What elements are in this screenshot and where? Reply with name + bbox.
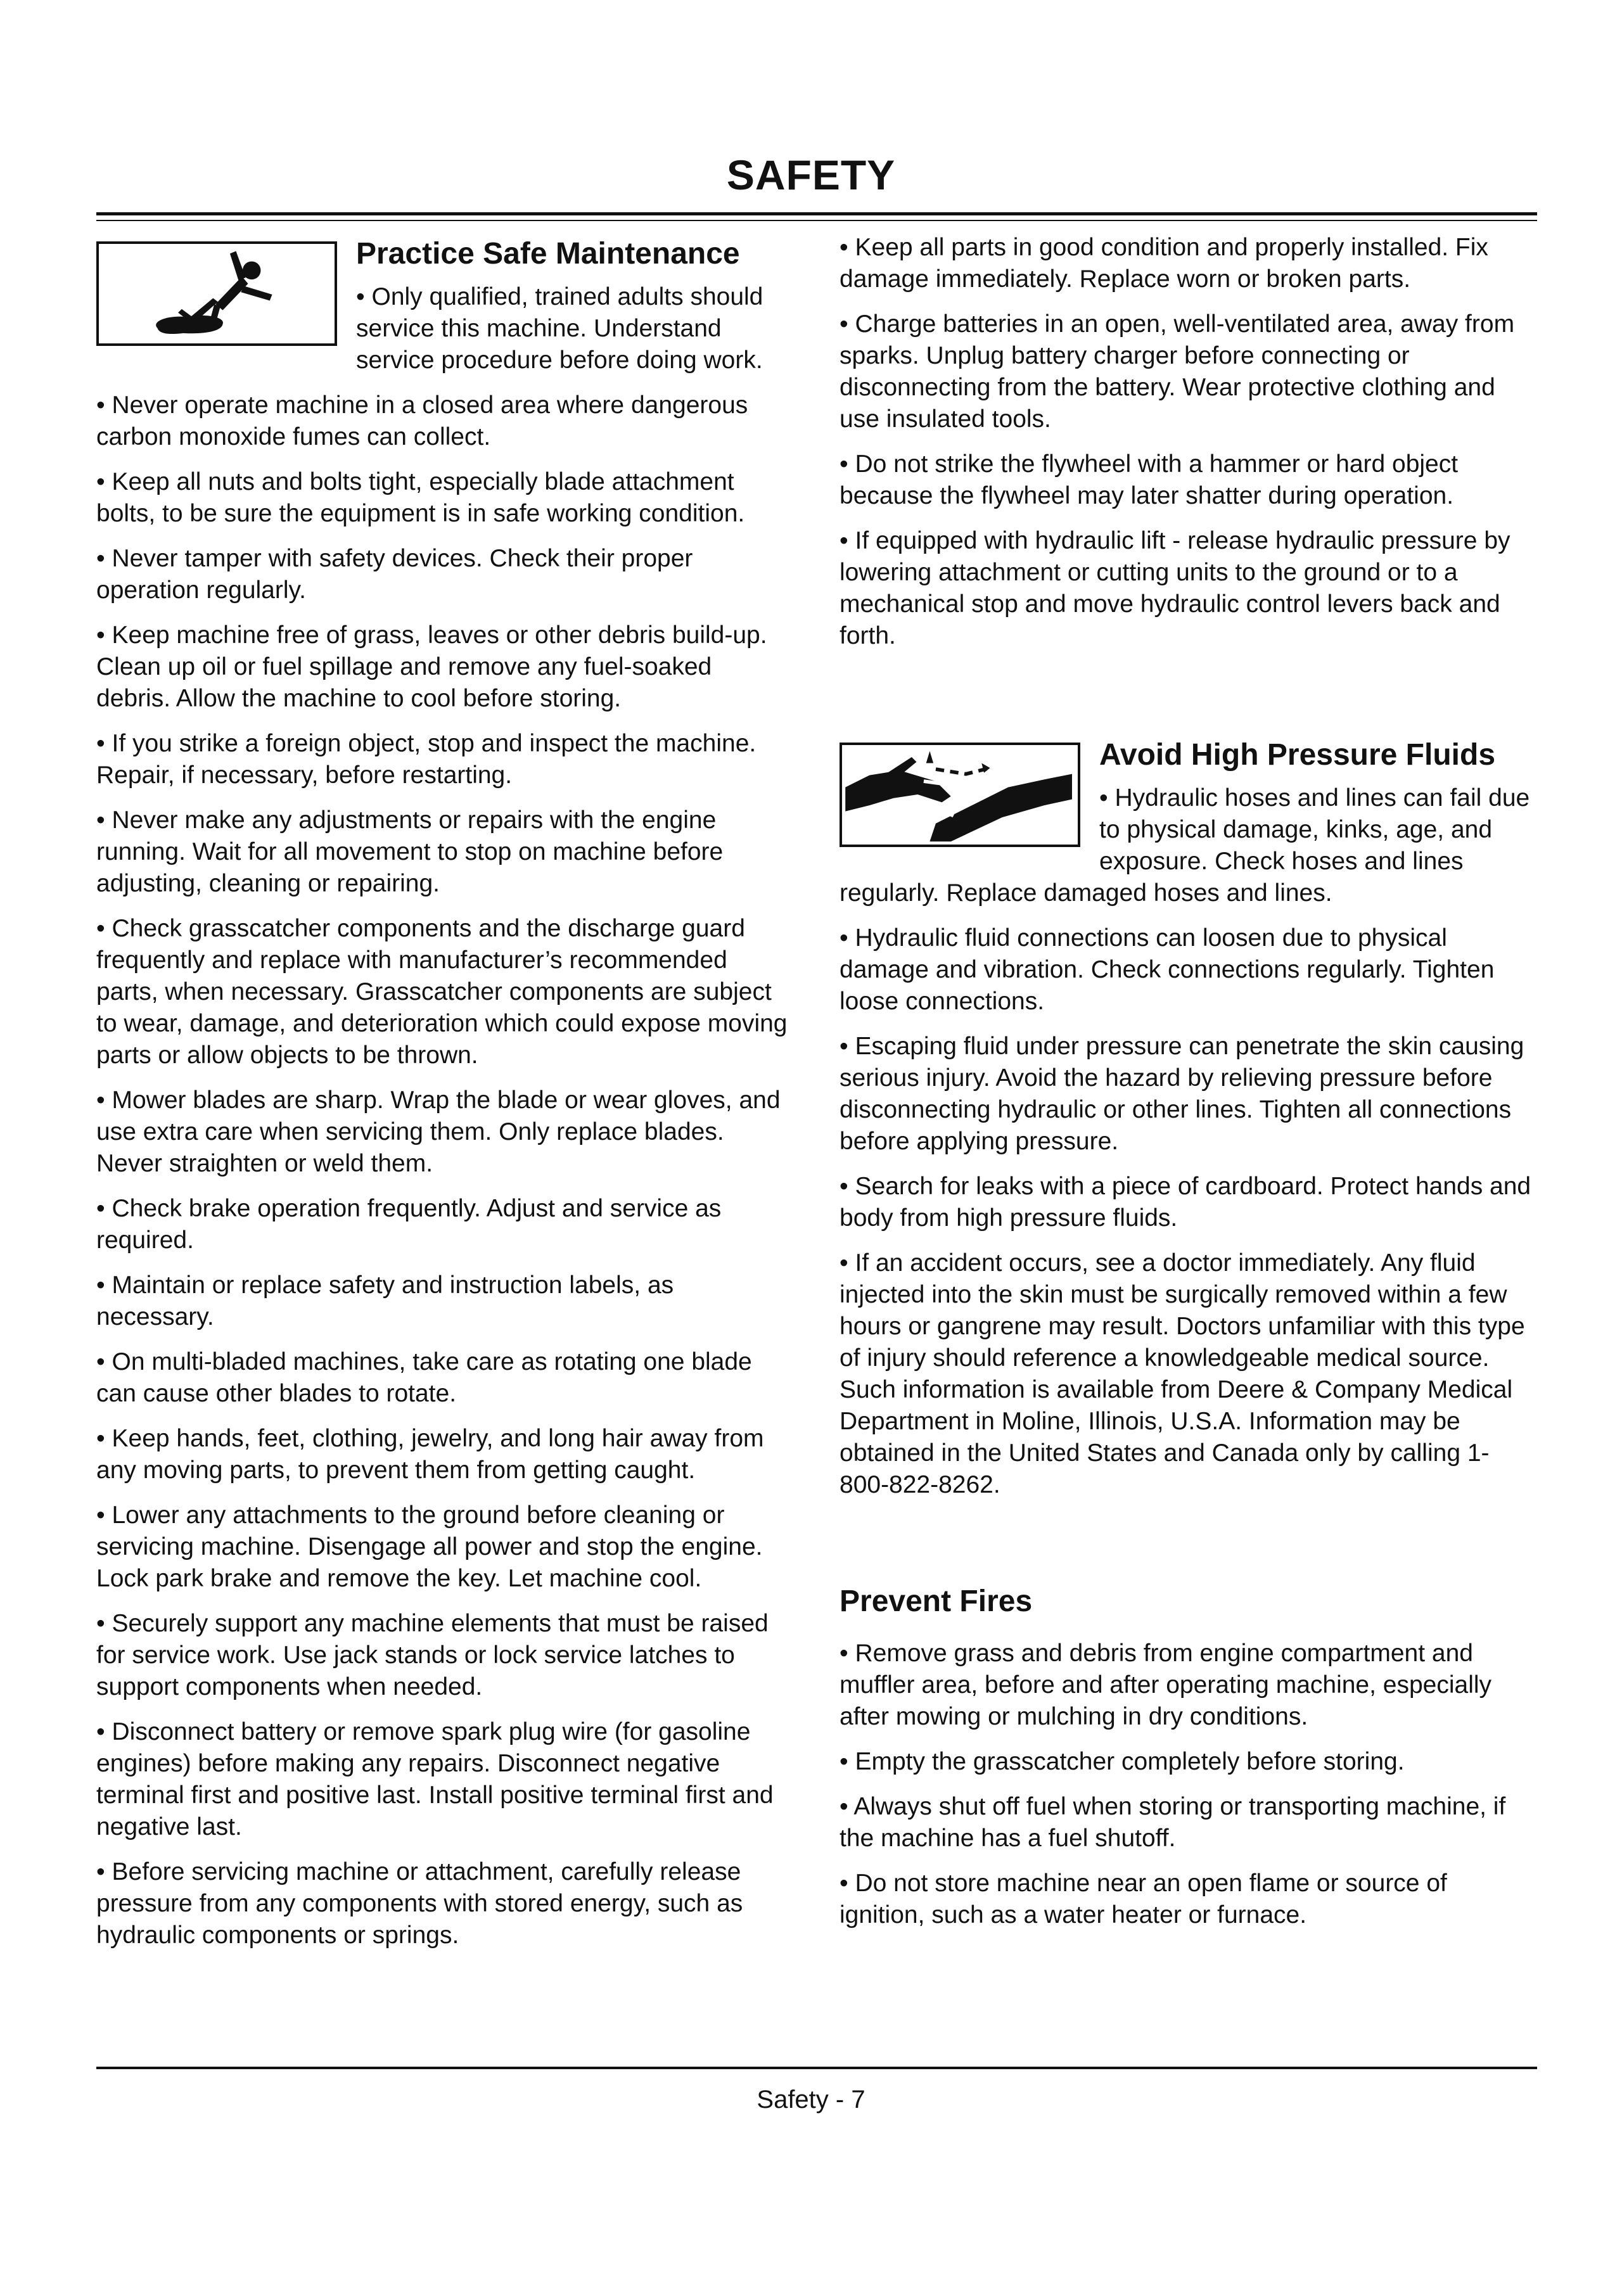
page-footer: Safety - 7: [757, 2086, 865, 2114]
fires-item: • Remove grass and debris from engine compartment and muffler area, before and after operating machine, especially after mowing or mulching in dry conditions.: [840, 1640, 1492, 1730]
high-pressure-fluid-injection-hand-icon: [840, 743, 1080, 847]
maintenance-item: • Keep all parts in good condition and properly installed. Fix damage immediately. Replace worn or broken parts.: [840, 234, 1488, 293]
maintenance-item: • Keep all nuts and bolts tight, especially blade attachment bolts, to be sure the equipment is in safe working condition.: [96, 468, 745, 527]
fluids-item: • Hydraulic hoses and lines can fail due to physical damage, kinks, age, and exposure. Check hoses and lines regularly. Replace damaged hoses and lines.: [840, 784, 1530, 907]
maintenance-item: • Mower blades are sharp. Wrap the blade or wear gloves, and use extra care when servicing them. Only replace blades. Never straighten or weld them.: [96, 1087, 781, 1177]
maintenance-heading: Practice Safe Maintenance: [356, 237, 740, 271]
maintenance-item: • Never make any adjustments or repairs with the engine running. Wait for all movement to stop on machine before adjusting, cleaning or repairing.: [96, 807, 724, 897]
fluids-heading: Avoid High Pressure Fluids: [1099, 738, 1496, 772]
fluids-item: • Search for leaks with a piece of cardboard. Protect hands and body from high pressure fluids.: [840, 1173, 1531, 1232]
title-rule-thick: [96, 212, 1537, 215]
maintenance-item: • Check grasscatcher components and the discharge guard frequently and replace with manufacturer’s recommended parts, when necessary. Grasscatcher components are subject to wear, damage, and deterioration which could expose moving parts or allow objects to be thrown.: [96, 915, 788, 1069]
title-rule-thin: [96, 220, 1537, 221]
fluids-item: • If an accident occurs, see a doctor immediately. Any fluid injected into the skin must be surgically removed within a few hours or gangrene may result. Doctors unfamiliar with this type of injury should reference a knowledgeable medical source. Such information is available from Deere & Company Medical Department in Moline, Illinois, U.S.A. Information may be obtained in the United States and Canada only by calling 1-800-822-8262.: [840, 1249, 1525, 1498]
maintenance-item: • Keep machine free of grass, leaves or other debris build-up. Clean up oil or fuel spillage and remove any fuel-soaked debris. Allow the machine to cool before storing.: [96, 622, 767, 712]
footer-rule: [96, 2067, 1537, 2069]
maintenance-item: • Securely support any machine elements that must be raised for service work. Use jack stands or lock service latches to support components when needed.: [96, 1610, 769, 1700]
maintenance-item: • Maintain or replace safety and instruction labels, as necessary.: [96, 1272, 674, 1330]
fluids-section: [840, 733, 1536, 1501]
fires-section: [840, 1579, 1536, 1931]
maintenance-item: • On multi-bladed machines, take care as rotating one blade can cause other blades to rotate.: [96, 1348, 752, 1407]
maintenance-item: • Lower any attachments to the ground before cleaning or servicing machine. Disengage all power and stop the engine. Lock park brake and remove the key. Let machine cool.: [96, 1502, 763, 1592]
maintenance-item: • Never tamper with safety devices. Check their proper operation regularly.: [96, 545, 693, 604]
fires-item: • Always shut off fuel when storing or transporting machine, if the machine has a fuel shutoff.: [840, 1793, 1506, 1852]
maintenance-item: • Never operate machine in a closed area where dangerous carbon monoxide fumes can collect.: [96, 392, 748, 450]
maintenance-item: • Keep hands, feet, clothing, jewelry, and long hair away from any moving parts, to prevent them from getting caught.: [96, 1425, 764, 1484]
maintenance-item: • Disconnect battery or remove spark plug wire (for gasoline engines) before making any repairs. Disconnect negative terminal first and positive last. Install positive terminal first and negative last.: [96, 1718, 774, 1840]
person-falling-on-slippery-spill-icon: [96, 241, 337, 346]
maintenance-item: • Only qualified, trained adults should service this machine. Understand service procedure before doing work.: [356, 283, 763, 374]
right-column: [840, 232, 1536, 1944]
fires-item: • Empty the grasscatcher completely before storing.: [840, 1748, 1405, 1775]
maintenance-item: • Before servicing machine or attachment, carefully release pressure from any components with stored energy, such as hydraulic components or springs.: [96, 1858, 743, 1949]
fires-heading: Prevent Fires: [840, 1585, 1033, 1618]
left-column: [96, 232, 790, 1965]
page-title: SAFETY: [726, 151, 896, 198]
fluids-item: • Hydraulic fluid connections can loosen due to physical damage and vibration. Check connections regularly. Tighten loose connections.: [840, 924, 1495, 1015]
maintenance-item: • Charge batteries in an open, well-ventilated area, away from sparks. Unplug battery charger before connecting or disconnecting from the battery. Wear protective clothing and use insulated tools.: [840, 310, 1515, 433]
fires-item: • Do not store machine near an open flame or source of ignition, such as a water heater or furnace.: [840, 1870, 1447, 1929]
maintenance-item: • Do not strike the flywheel with a hammer or hard object because the flywheel may later shatter during operation.: [840, 450, 1459, 509]
maintenance-item: • If you strike a foreign object, stop and inspect the machine. Repair, if necessary, before restarting.: [96, 730, 757, 789]
maintenance-item: • If equipped with hydraulic lift - release hydraulic pressure by lowering attachment or cutting units to the ground or to a mechanical stop and move hydraulic control levers back and forth.: [840, 527, 1510, 649]
maintenance-item: • Check brake operation frequently. Adjust and service as required.: [96, 1195, 722, 1254]
fluids-item: • Escaping fluid under pressure can penetrate the skin causing serious injury. Avoid the hazard by relieving pressure before disconnecting hydraulic or other lines. Tighten all connections before applying pressure.: [840, 1033, 1524, 1155]
